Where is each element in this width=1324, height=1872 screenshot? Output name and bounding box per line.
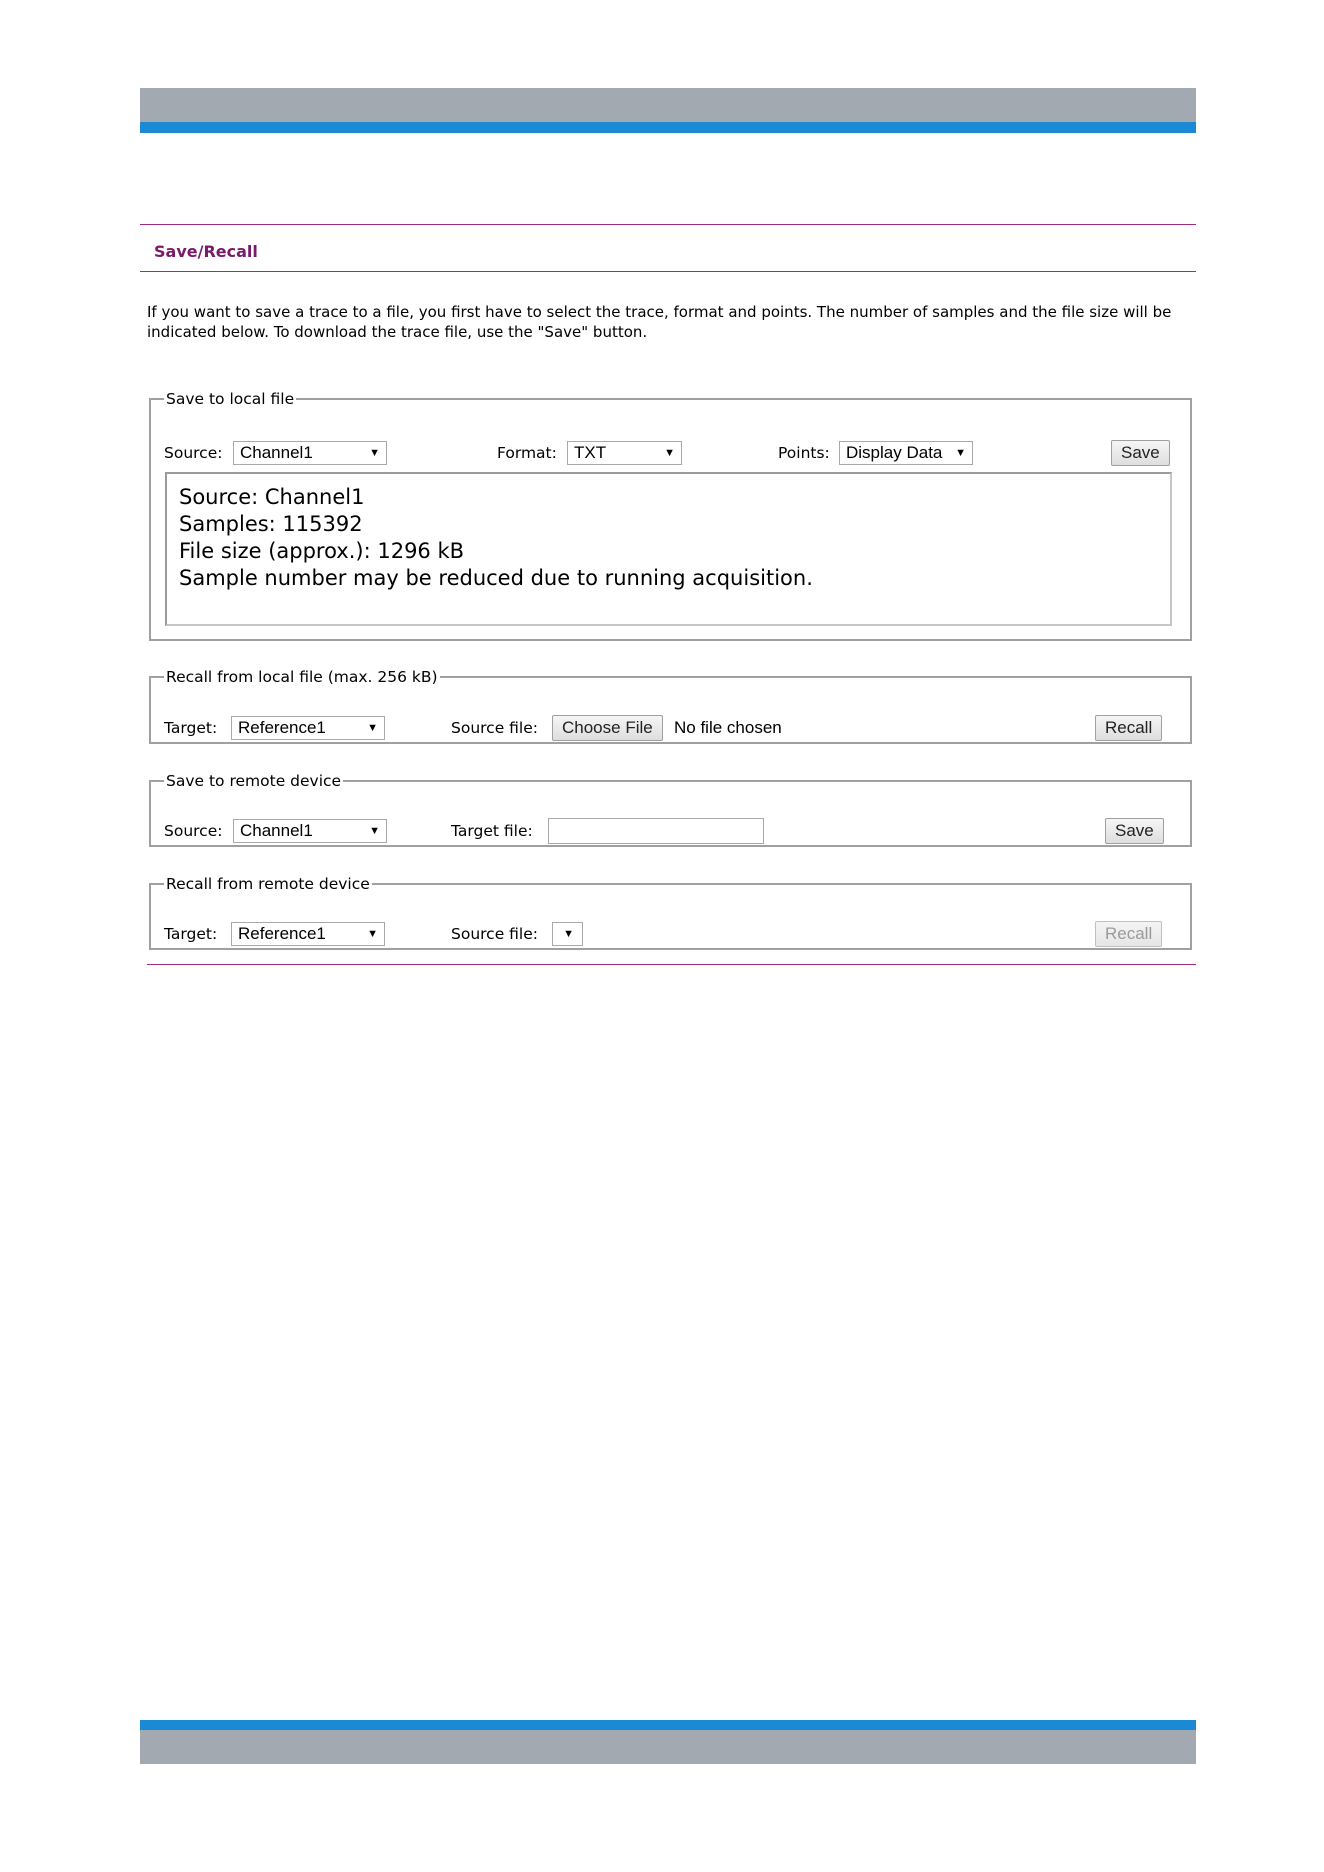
no-file-chosen-text: No file chosen [674, 718, 782, 737]
choose-file-button[interactable]: Choose File [552, 715, 663, 741]
remote-target-select[interactable] [231, 922, 385, 946]
section-rule-bottom [140, 271, 1196, 272]
remote-source-select[interactable] [233, 819, 387, 843]
source-file-label: Source file: [451, 719, 538, 737]
source-label: Source: [164, 444, 223, 462]
points-select[interactable] [839, 441, 973, 465]
recall-local-legend: Recall from local file (max. 256 kB) [166, 668, 438, 686]
dropdown-arrow-icon: ▼ [367, 722, 378, 734]
remote-target-label: Target: [164, 925, 218, 943]
save-remote-button[interactable]: Save [1105, 818, 1164, 844]
file-info-box [165, 472, 1172, 626]
format-select[interactable] [567, 441, 682, 465]
dropdown-arrow-icon: ▼ [664, 447, 675, 459]
section-rule-top [140, 224, 1196, 225]
remote-source-select-value: Channel1 [240, 821, 313, 840]
footer-band [140, 1730, 1196, 1764]
section-title: Save/Recall [154, 242, 258, 261]
info-note: Sample number may be reduced due to running acquisition. [179, 566, 813, 590]
format-label: Format: [497, 444, 557, 462]
dropdown-arrow-icon: ▼ [369, 825, 380, 837]
points-select-value: Display Data [846, 443, 943, 462]
recall-remote-legend: Recall from remote device [166, 875, 370, 893]
recall-remote-panel [149, 875, 1192, 950]
header-band [140, 88, 1196, 122]
remote-source-label: Source: [164, 822, 223, 840]
intro-text: If you want to save a trace to a file, you first have to select the trace, format and points. The number of samples and the file size will be indicated below. To download the trace file, use the "Save" button. [147, 303, 1172, 341]
section-rule-end [147, 964, 1196, 965]
dropdown-arrow-icon: ▼ [563, 928, 574, 940]
recall-local-button[interactable]: Recall [1095, 715, 1162, 741]
target-file-label: Target file: [451, 822, 533, 840]
format-select-value: TXT [574, 443, 607, 462]
dropdown-arrow-icon: ▼ [369, 447, 380, 459]
target-select[interactable] [231, 716, 385, 740]
save-remote-legend: Save to remote device [166, 772, 342, 790]
source-select-value: Channel1 [240, 443, 313, 462]
target-select-value: Reference1 [238, 718, 326, 737]
save-local-button[interactable]: Save [1111, 440, 1170, 466]
points-label: Points: [778, 444, 830, 462]
info-samples: Samples: 115392 [179, 512, 363, 536]
remote-target-select-value: Reference1 [238, 924, 326, 943]
remote-source-file-label: Source file: [451, 925, 538, 943]
header-accent-band [140, 122, 1196, 133]
source-select[interactable] [233, 441, 387, 465]
recall-remote-button[interactable]: Recall [1095, 921, 1162, 947]
target-label: Target: [164, 719, 218, 737]
info-source: Source: Channel1 [179, 485, 365, 509]
save-remote-panel [149, 772, 1192, 847]
recall-local-panel [149, 668, 1192, 744]
dropdown-arrow-icon: ▼ [955, 447, 966, 459]
save-local-panel [149, 390, 1192, 641]
save-local-legend: Save to local file [166, 390, 295, 408]
info-file-size: File size (approx.): 1296 kB [179, 539, 465, 563]
dropdown-arrow-icon: ▼ [367, 928, 378, 940]
remote-source-file-select[interactable] [552, 922, 583, 946]
target-file-input[interactable] [548, 818, 764, 844]
footer-accent-band [140, 1720, 1196, 1730]
